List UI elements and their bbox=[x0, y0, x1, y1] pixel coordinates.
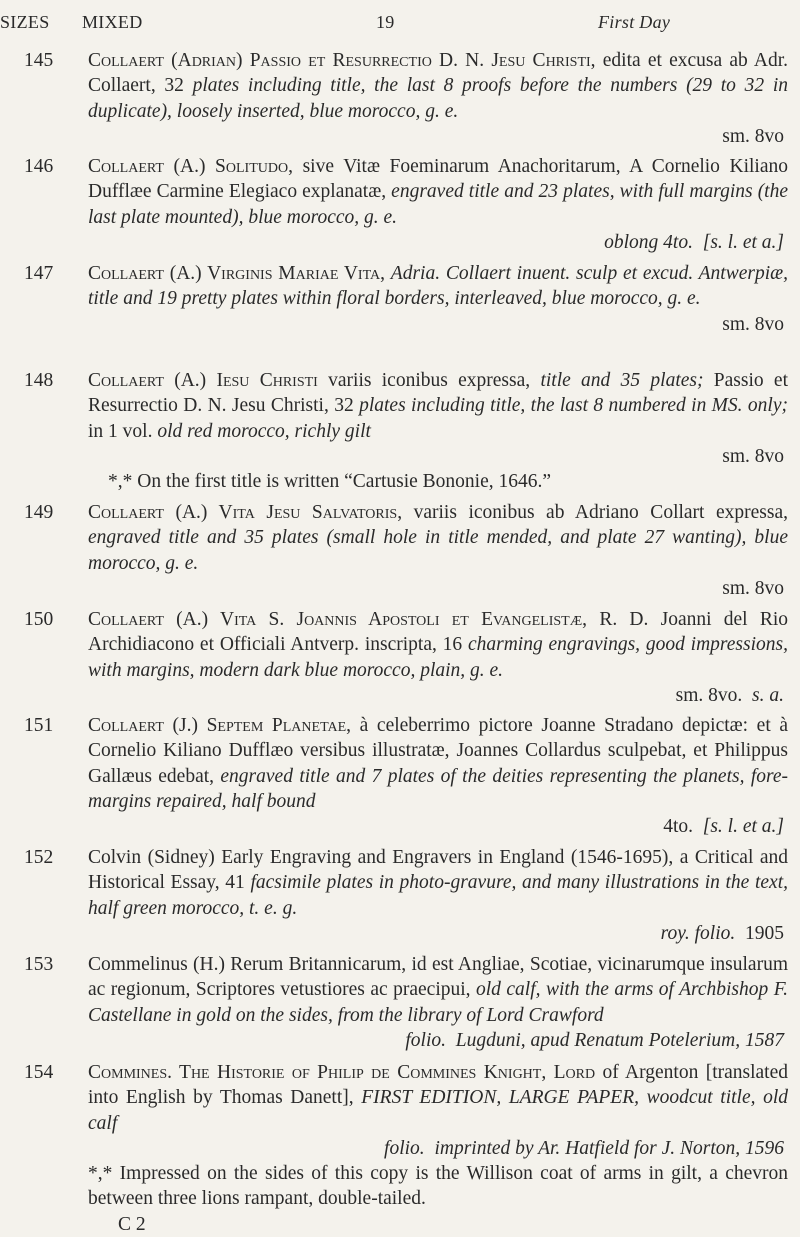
lot-size: sm. 8vo bbox=[722, 445, 784, 467]
lot-text: R. D. Joanni del Rio Archidiacono et Officiali Antverp. inscripta, 16 bbox=[88, 609, 789, 656]
lot-text: variis iconibus expressa, bbox=[328, 370, 531, 391]
lot-description: old calf, with the arms of Archbishop F. Castellane in gold on the sides, from the library of Lord Crawford bbox=[88, 979, 788, 1026]
lot-number: 149 bbox=[24, 502, 54, 523]
lot-imprint: [s. l. et a.] bbox=[702, 816, 784, 838]
lot-imprint: 1905 bbox=[745, 922, 784, 944]
lot-number: 146 bbox=[24, 156, 54, 177]
lot-heading: Collaert (A.) Solitudo, bbox=[88, 156, 293, 177]
lot-heading: Commines. The Historie of Philip de Commines Knight, Lord bbox=[88, 1062, 596, 1083]
lot-imprint: s. a. bbox=[752, 684, 784, 706]
lot-heading: Collaert (A.) Iesu Christi bbox=[88, 370, 318, 391]
lot-heading: Colvin (Sidney) Early Engraving and Engravers in England (1546-1695), bbox=[88, 847, 674, 868]
lot-imprint: imprinted by Ar. Hatfield for J. Norton, 1596 bbox=[434, 1137, 784, 1159]
lot-size: folio. bbox=[405, 1029, 447, 1051]
lot-number: 147 bbox=[24, 263, 54, 284]
lot-text: sive Vitæ Foeminarum Anachoritarum, A Cornelio Kiliano Dufflæe Carmine Elegiaco explanatæ, bbox=[88, 156, 789, 203]
lot-number: 150 bbox=[24, 609, 54, 630]
lot-number: 145 bbox=[24, 50, 54, 71]
lot-description: FIRST EDITION, LARGE PAPER, woodcut title, old calf bbox=[88, 1087, 788, 1134]
lot-description: plates including title, the last 8 proofs before the numbers (29 to 32 in duplicate), loosely inserted, blue morocco, g. e. bbox=[88, 75, 789, 122]
lot-note: *,* On the first title is written “Cartusie Bononie, 1646.” bbox=[108, 471, 552, 493]
lot-size: oblong 4to. bbox=[604, 231, 693, 253]
lot-size: sm. 8vo bbox=[722, 313, 784, 335]
lot-size: roy. folio. bbox=[660, 922, 736, 944]
lot-description: Adria. Collaert inuent. sculp et excud. Antwerpiæ, title and 19 pretty plates within floral borders, interleaved, blue morocco, g. e. bbox=[88, 263, 789, 310]
lot-description-2: plates including title, the last 8 numbered in MS. only; bbox=[359, 395, 788, 417]
lot-text: variis iconibus ab Adriano Collart expressa, bbox=[413, 502, 788, 523]
lot-description: charming engravings, good impressions, with margins, modern dark blue morocco, plain, g. e. bbox=[88, 634, 788, 681]
lot-text-2: Passio et Resurrectio D. N. Jesu Christi, 32 bbox=[88, 370, 788, 417]
header-right: First Day bbox=[598, 12, 671, 32]
lot-description: title and 35 plates; bbox=[540, 370, 704, 391]
lot-heading: Collaert (A.) Vita Jesu Salvatoris, bbox=[88, 502, 403, 523]
lot-number: 153 bbox=[24, 954, 54, 975]
lot-size: 4to. bbox=[663, 816, 693, 838]
lot-size: sm. 8vo bbox=[722, 577, 784, 599]
lot-number: 151 bbox=[24, 715, 54, 736]
page-number: 19 bbox=[376, 12, 395, 32]
lot-description: engraved title and 35 plates (small hole in title mended, and plate 27 wanting), blue morocco, g. e. bbox=[88, 527, 788, 574]
lot-number: 154 bbox=[24, 1062, 54, 1083]
lot-number: 148 bbox=[24, 370, 54, 391]
lot-heading: Collaert (A.) Vita S. Joannis Apostoli et Evangelistæ, bbox=[88, 609, 588, 630]
running-header bbox=[0, 10, 800, 36]
lot-description: engraved title and 7 plates of the deities representing the planets, fore-margins repaired, half bound bbox=[88, 765, 788, 812]
lot-heading: Collaert (J.) Septem Planetae, bbox=[88, 715, 352, 736]
lot-imprint: [s. l. et a.] bbox=[702, 231, 784, 253]
lot-number: 152 bbox=[24, 847, 54, 868]
lot-text-3: in 1 vol. bbox=[88, 420, 153, 442]
lot-heading: Commelinus (H.) Rerum Britannicarum, bbox=[88, 954, 407, 975]
header-left: SIZES bbox=[0, 12, 50, 32]
lot-size: sm. 8vo. bbox=[675, 684, 743, 706]
lot-description: facsimile plates in photo-gravure, and many illustrations in the text, half green morocco, t. e. g. bbox=[88, 872, 788, 919]
lot-size: folio. bbox=[384, 1137, 425, 1159]
lot-text: of Argenton [translated into English by Thomas Danett], bbox=[88, 1062, 788, 1109]
lot-description: engraved title and 23 plates, with full margins (the last plate mounted), blue morocco, g. e. bbox=[88, 181, 789, 228]
lot-heading: Collaert (A.) Virginis Mariae Vita, bbox=[88, 263, 385, 284]
lot-heading: Collaert (Adrian) Passio et Resurrectio D. N. Jesu Christi, bbox=[88, 50, 596, 71]
lot-text: à celeberrimo pictore Joanne Stradano depictæ: et à Cornelio Kiliano Dufflæo versibus illustratæ, Joannes Collardus sculpebat, et Philippus Gallæus edebat, bbox=[88, 715, 788, 787]
lot-size: sm. 8vo bbox=[722, 125, 784, 147]
header-mid: MIXED bbox=[82, 12, 143, 32]
lot-text: a Critical and Historical Essay, 41 bbox=[88, 847, 789, 894]
signature-mark: C 2 bbox=[118, 1213, 146, 1235]
lot-note: *,* Impressed on the sides of this copy is the Willison coat of arms in gilt, a chevron between three lions rampant, double-tailed. bbox=[88, 1163, 788, 1210]
lot-text: id est Angliae, Scotiae, vicinarumque insularum ac regionum, Scriptores vetustiores ac praecipui, bbox=[88, 954, 788, 1001]
lot-text: edita et excusa ab Adr. Collaert, 32 bbox=[88, 50, 789, 97]
lot-imprint: Lugduni, apud Renatum Potelerium, 1587 bbox=[455, 1029, 784, 1051]
lot-description-3: old red morocco, richly gilt bbox=[157, 420, 371, 442]
